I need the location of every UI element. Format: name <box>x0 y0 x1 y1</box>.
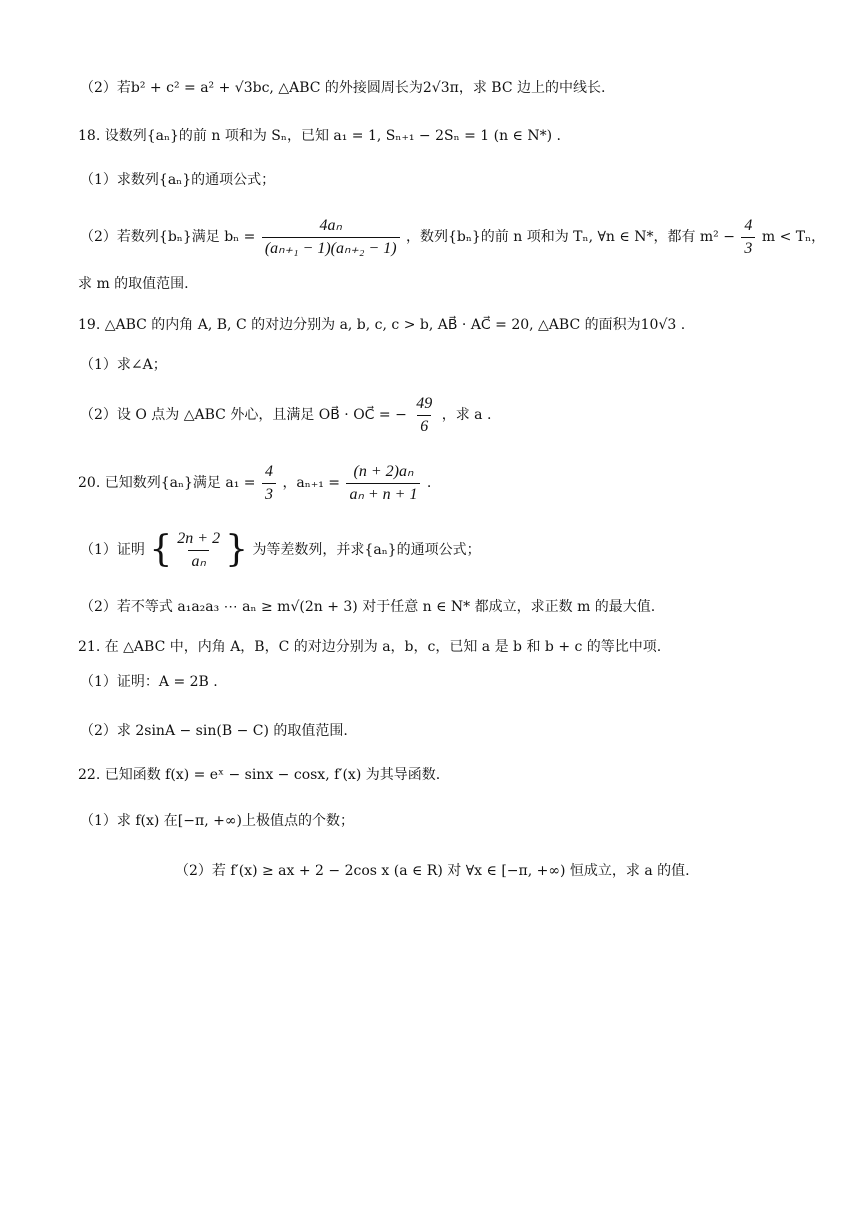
p20-middle: ，aₙ₊₁ = <box>282 475 341 491</box>
problem-18-statement: 18. 设数列{aₙ}的前 n 项和为 Sₙ，已知 a₁ = 1, Sₙ₊₁ − 2Sₙ = 1 (n ∈ N*) . <box>78 128 561 144</box>
p20-suffix: . <box>426 475 432 491</box>
p18-fraction-denominator: 3 <box>741 237 755 260</box>
problem-21-part-2: （2）求 2sinA − sin(B − C) 的取值范围. <box>80 723 348 739</box>
p20-part1-prefix: （1）证明 <box>80 542 145 558</box>
problem-22-part-2: （2）若 f′(x) ≥ ax + 2 − 2cos x (a ∈ R) 对 ∀x ∈ [−π, +∞) 恒成立，求 a 的值. <box>175 863 690 879</box>
p18-four-thirds-fraction <box>741 215 755 260</box>
problem-22-part-1: （1）求 f(x) 在[−π, +∞)上极值点的个数； <box>80 813 354 829</box>
p19-fraction-denominator: 6 <box>417 415 431 438</box>
p20-a1-numerator: 4 <box>264 462 273 480</box>
p18-bn-fraction <box>262 215 400 260</box>
p20-a1-denominator: 3 <box>262 483 276 506</box>
left-brace-icon: { <box>149 529 173 570</box>
p18-fraction-numerator: 4 <box>744 216 753 234</box>
problem-22-statement: 22. 已知函数 f(x) = eˣ − sinx − cosx, f′(x) 为其导函数. <box>78 767 441 783</box>
p18-part2-prefix: （2）若数列{bₙ}满足 bₙ = <box>80 229 256 245</box>
p20-recursion-fraction <box>346 461 420 506</box>
p18-part2-end: m < Tₙ， <box>761 229 826 245</box>
p20-part1-numerator: 2n + 2 <box>177 529 221 547</box>
p20-part1-denominator: aₙ <box>188 550 208 573</box>
problem-20-statement <box>78 460 431 506</box>
problem-21-part-1: （1）证明：A = 2B . <box>80 674 218 690</box>
p19-part2-prefix: （2）设 O 点为 △ABC 外心，且满足 OB⃗ · OC⃗ = − <box>80 407 407 423</box>
problem-18-part-2 <box>80 214 825 260</box>
problem-21-statement: 21. 在 △ABC 中，内角 A，B，C 的对边分别为 a，b，c，已知 a 是 b 和 b + c 的等比中项. <box>78 639 662 655</box>
problem-17-part-2: （2）若b² + c² = a² + √3bc, △ABC 的外接圆周长为2√3π，求 BC 边上的中线长. <box>80 80 606 96</box>
p20-part1-suffix: 为等差数列，并求{aₙ}的通项公式； <box>252 542 481 558</box>
p19-fraction <box>413 393 435 438</box>
p19-part2-suffix: ，求 a . <box>441 407 492 423</box>
p20-recursion-numerator: (n + 2)aₙ <box>353 462 414 480</box>
right-brace-icon: } <box>225 529 248 570</box>
p18-bn-numerator: 4aₙ <box>319 216 342 234</box>
problem-20-part-1 <box>80 527 481 573</box>
problem-18-part-2-cont: 求 m 的取值范围. <box>78 276 189 292</box>
p18-part2-middle: ，数列{bₙ}的前 n 项和为 Tₙ, ∀n ∈ N*，都有 m² − <box>405 229 735 245</box>
problem-19-part-1: （1）求∠A； <box>80 357 167 373</box>
p18-bn-denominator: (aₙ₊₁ − 1)(aₙ₊₂ − 1) <box>262 237 400 260</box>
problem-18-part-1: （1）求数列{aₙ}的通项公式； <box>80 172 276 188</box>
problem-19-part-2 <box>80 392 491 438</box>
problem-20-part-2: （2）若不等式 a₁a₂a₃ ⋯ aₙ ≥ m√(2n + 3) 对于任意 n ∈ N* 都成立，求正数 m 的最大值. <box>80 599 656 615</box>
p19-fraction-numerator: 49 <box>416 394 433 412</box>
problem-19-statement: 19. △ABC 的内角 A, B, C 的对边分别为 a, b, c, c > b, AB⃗ · AC⃗ = 20, △ABC 的面积为10√3 . <box>78 317 686 333</box>
p20-part1-fraction <box>174 528 223 573</box>
p20-a1-fraction <box>262 461 276 506</box>
p20-prefix: 20. 已知数列{aₙ}满足 a₁ = <box>78 475 256 491</box>
p20-recursion-denominator: aₙ + n + 1 <box>346 483 420 506</box>
